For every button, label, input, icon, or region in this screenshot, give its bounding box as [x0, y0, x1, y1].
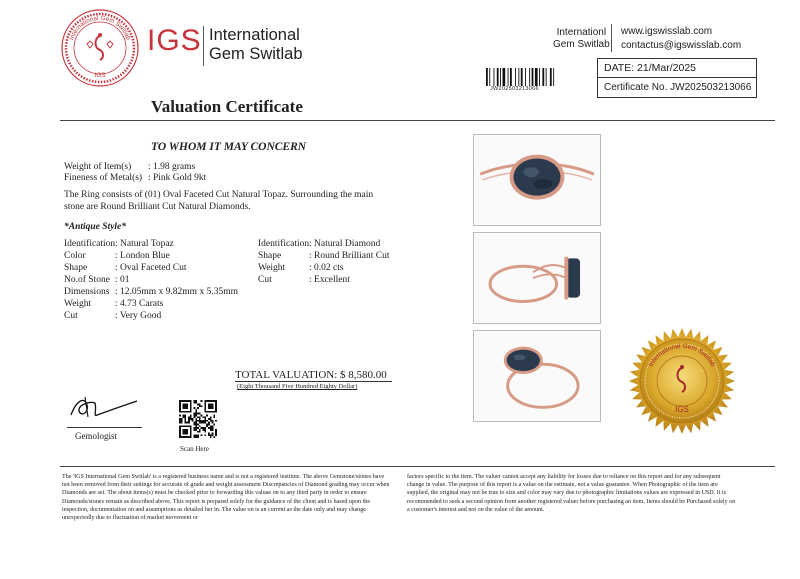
total-valuation-words: (Eight Thousand Five Hundred Eighty Dollar) — [237, 383, 358, 390]
side-stone-value: : Excellent — [309, 275, 350, 285]
weight-value: : 1.98 grams — [148, 162, 196, 172]
ring-photo-side — [473, 232, 601, 324]
gold-seal-bottom-label: IGS — [675, 405, 689, 414]
header-company-line1: Internationl — [556, 27, 607, 38]
total-valuation: TOTAL VALUATION: $ 8,580.00 — [235, 369, 387, 381]
header-contact — [621, 25, 741, 53]
style-label: *Antique Style* — [64, 222, 127, 232]
fineness-value: : Pink Gold 9kt — [148, 173, 207, 183]
igs-seal-logo — [60, 8, 140, 88]
main-stone-label: No.of Stone — [64, 275, 110, 285]
main-stone-label: Weight — [64, 299, 92, 309]
main-stone-value: : London Blue — [115, 251, 170, 261]
brand-name-line2: Gem Switlab — [209, 45, 303, 63]
salutation: TO WHOM IT MAY CONCERN — [151, 141, 307, 153]
footer-disclaimer-left: The 'IGS International Gem Switlab' is a registered business name and is not a registered institute. The above Gemstone/stones have not been removed from their settings for accurate of grade and weight assessment Discrepancies of Diamond grading may occur when Diamonds are set. The about items(s) must be checked prior to forwarding this valuae on to any third party in order to ensure Diamonds/stones remain as described above. This report is prepared solely for the guidance of the client and is based upon the inspection, documentation on and assumptions as detailed her in. The value on is an current as the date only and may change unexpectedly due to fluctuation of market movement or — [62, 474, 390, 522]
side-stone-label: Identification — [258, 239, 310, 249]
gold-seal-arc-text: International Gem Switlab — [647, 342, 717, 368]
side-stone-value: : 0.02 cts — [309, 263, 344, 273]
main-stone-value: : 01 — [115, 275, 130, 285]
header-divider — [611, 24, 612, 52]
item-description: The Ring consists of (01) Oval Faceted Cut Natural Topaz. Surrounding the main stone are Round Brilliant Cut Natural Diamonds. — [64, 190, 374, 212]
gold-seal-icon — [627, 326, 737, 436]
main-stone-label: Color — [64, 251, 86, 261]
main-stone-value: : Oval Faceted Cut — [115, 263, 187, 273]
barcode — [485, 68, 585, 86]
seal-arc-text: International Gem Switlab — [68, 14, 132, 41]
website-link[interactable]: www.igswisslab.com — [621, 26, 713, 37]
ring-photo-angle — [473, 330, 601, 422]
main-stone-label: Shape — [64, 263, 88, 273]
main-stone-label: Cut — [64, 311, 78, 321]
brand-divider — [203, 26, 204, 66]
side-stone-label: Weight — [258, 263, 286, 273]
scan-here-label: Scan Here — [180, 445, 209, 453]
page-title: Valuation Certificate — [151, 97, 303, 116]
ring-photo-top — [473, 134, 601, 226]
title-divider — [60, 120, 775, 121]
header-company-line2: Gem Switlab — [553, 39, 610, 50]
footer-disclaimer-right: factors specific to the item. The valuer cannot accept any liability for losses due to reliance on this report and for any subsequent change in value. The purpose of this report is a value on the estimate, not a value guarantee. When Photographic of the item are supplied, the original may not be true to size and color may vary due to photographic limitations values are expressed in USD. It is recommended to seek a second opinion from another registered valuer before purchasing an item. Items should be Purchased solely on a customer's interest and not on the value of the amount. — [407, 474, 736, 513]
barcode-number: JW202503213066 — [490, 86, 539, 92]
brand-name-line1: International — [209, 26, 300, 44]
signature-image — [67, 391, 142, 426]
footer-divider — [60, 466, 775, 467]
seal-bottom-label: IGS — [94, 72, 106, 79]
qr-code[interactable] — [179, 400, 217, 438]
total-valuation-rule — [235, 381, 392, 382]
main-stone-value: : 12.05mm x 9.82mm x 5.35mm — [115, 287, 238, 297]
certificate-number: Certificate No. JW202503213066 — [597, 78, 757, 98]
side-stone-value: : Round Brilliant Cut — [309, 251, 390, 261]
main-stone-value: : Very Good — [115, 311, 162, 321]
main-stone-value: : Natural Topaz — [115, 239, 174, 249]
brand-logo-text: IGS — [147, 24, 202, 57]
side-stone-label: Cut — [258, 275, 272, 285]
weight-label: Weight of Item(s) — [64, 162, 132, 172]
gemologist-label: Gemologist — [75, 431, 117, 441]
date-field: DATE: 21/Mar/2025 — [597, 58, 757, 78]
side-stone-label: Shape — [258, 251, 282, 261]
side-stone-value: : Natural Diamond — [309, 239, 381, 249]
main-stone-value: : 4.73 Carats — [115, 299, 164, 309]
main-stone-label: Identification — [64, 239, 116, 249]
header-company-name — [553, 27, 610, 51]
email-link[interactable]: contactus@igswisslab.com — [621, 40, 742, 51]
fineness-label: Fineness of Metal(s) — [64, 173, 143, 183]
brand-name — [209, 26, 303, 64]
gemologist-rule — [67, 427, 142, 428]
main-stone-label: Dimensions — [64, 287, 110, 297]
